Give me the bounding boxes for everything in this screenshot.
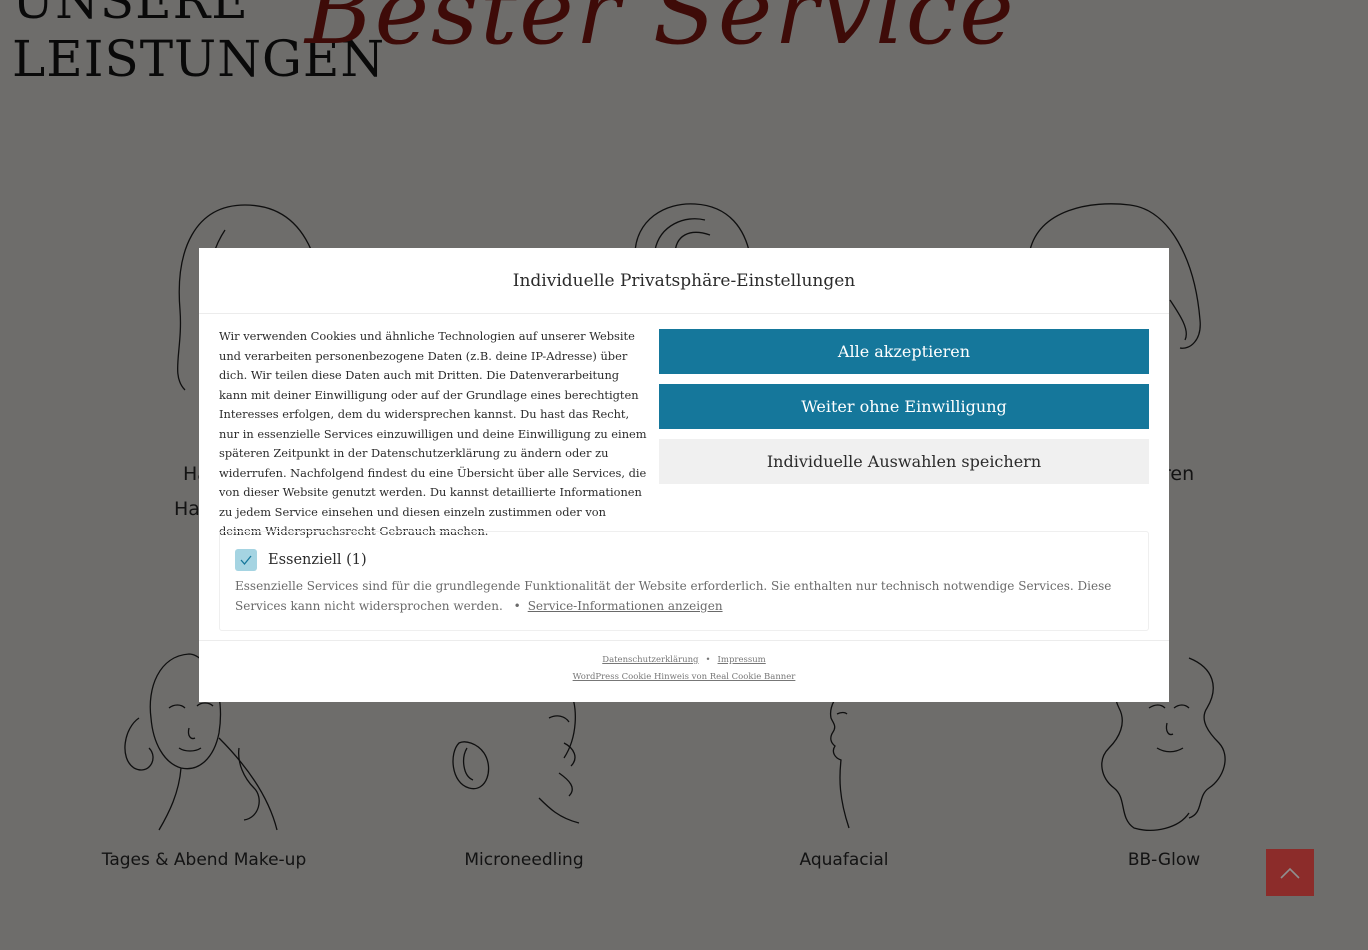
separator-dot: • [513,598,521,613]
dialog-title: Individuelle Privatsphäre-Einstellungen [199,248,1169,314]
real-cookie-banner-credit-link[interactable]: WordPress Cookie Hinweis von Real Cookie Banner [572,672,796,682]
footer-separator: • [705,655,711,665]
consent-description: Wir verwenden Cookies und ähnliche Technologien auf unserer Website und verarbeiten personenbezogene Daten (z.B. deine IP-Adresse) über dich. Wir teilen diese Daten auch mit Dritten. Die Datenverarbeitung kann mit deiner Einwilligung oder auf der Grundlage eines berechtigten Interesses erfolgen, dem du widersprechen kannst. Du hast das Recht, nur in essenzielle Services einzuwilligen und deine Einwilligung zu einem späteren Zeitpunkt in der Datenschutzerklärung zu ändern oder zu widerrufen. Nachfolgend findest du eine Übersicht über alle Services, die von dieser Website genutzt werden. Du kannst detaillierte Informationen zu jedem Service einsehen und diesen einzeln zustimmen oder von deinem Widerspruchsrecht Gebrauch machen. [219,329,647,538]
accept-all-button[interactable]: Alle akzeptieren [659,329,1149,374]
continue-without-consent-button[interactable]: Weiter ohne Einwilligung [659,384,1149,429]
imprint-link[interactable]: Impressum [717,655,766,665]
consent-group-name: Essenziell (1) [268,552,367,568]
consent-group-description-text: Essenzielle Services sind für die grundlegende Funktionalität der Website erforderlich. Sie enthalten nur technisch notwendige Services. Diese Services kann nicht widersprochen werden. [235,579,1112,613]
checkmark-icon [239,553,253,567]
cookie-consent-dialog [199,248,1169,702]
save-individual-choices-button[interactable]: Individuelle Auswahlen speichern [659,439,1149,484]
consent-group-essential [219,531,1149,631]
scroll-to-top-button[interactable] [1266,849,1314,896]
essential-checkbox[interactable] [235,549,257,571]
chevron-up-icon [1278,861,1302,885]
dialog-body [199,314,1169,640]
privacy-policy-link[interactable]: Datenschutzerklärung [602,655,699,665]
dialog-footer [199,640,1169,703]
consent-group-header [235,549,367,571]
service-info-link[interactable]: Service-Informationen anzeigen [527,598,723,613]
consent-group-description [235,577,1135,616]
